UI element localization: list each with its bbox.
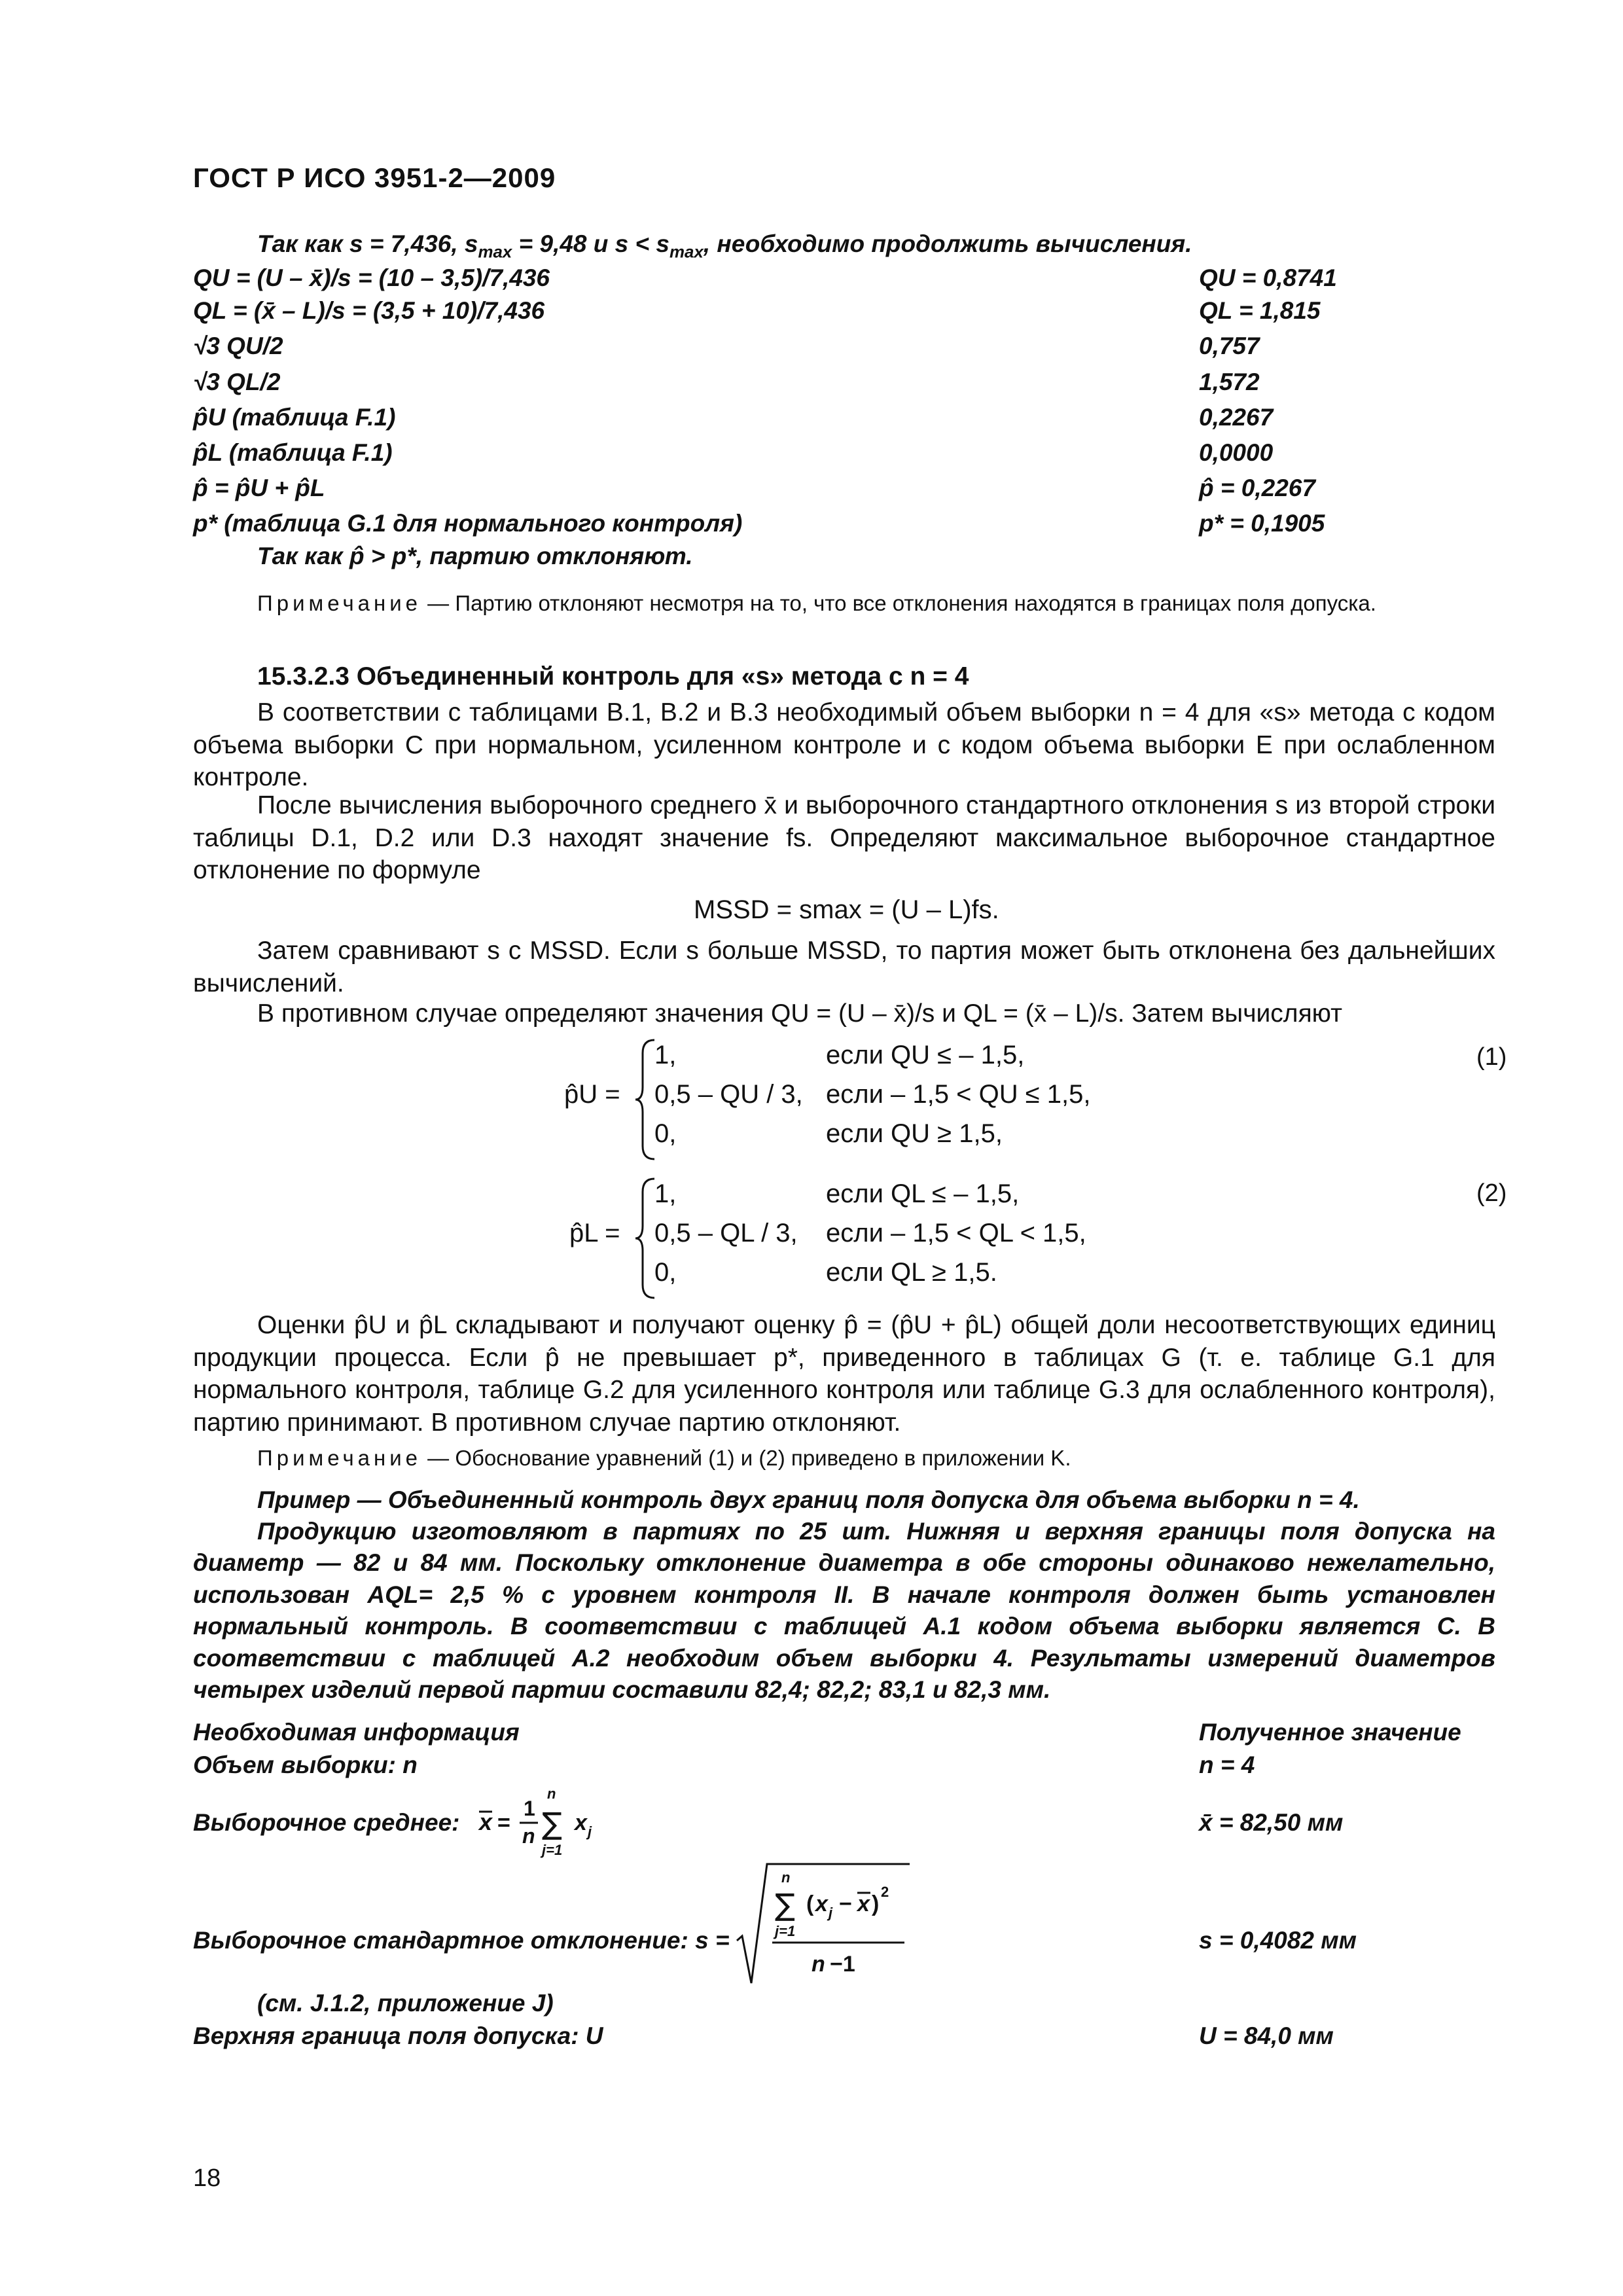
equation-1-condition: если QU ≤ – 1,5, xyxy=(826,1041,1025,1069)
svg-text:∑: ∑ xyxy=(775,1887,795,1922)
svg-text:): ) xyxy=(872,1892,880,1916)
table-header-info: Необходимая информация xyxy=(193,1719,520,1746)
calc-row-label: p̂U (таблица F.1) xyxy=(193,404,396,431)
svg-text:j: j xyxy=(829,1905,833,1921)
svg-text:n: n xyxy=(522,1824,535,1848)
svg-text:−: − xyxy=(839,1892,852,1916)
equation-1-value: 0,5 – QU / 3, xyxy=(654,1080,803,1109)
example-title: Пример — Объединенный контроль двух границ поля допуска для объема выборки n = 4. xyxy=(257,1486,1360,1513)
table-row-value: n = 4 xyxy=(1199,1751,1255,1778)
svg-text:1: 1 xyxy=(524,1797,535,1820)
calc-row-label: QU = (U – x̄)/s = (10 – 3,5)/7,436 xyxy=(193,264,550,291)
svg-text:n: n xyxy=(547,1787,556,1802)
equation-1-value: 0, xyxy=(654,1119,677,1148)
equation-2-number: (2) xyxy=(1476,1179,1507,1207)
equation-2-condition: если QL ≥ 1,5. xyxy=(826,1258,997,1287)
svg-text:n: n xyxy=(781,1869,791,1886)
calc-row-label: p̂ = p̂U + p̂L xyxy=(193,475,325,501)
mean-formula xyxy=(478,1787,635,1859)
equation-1-number: (1) xyxy=(1476,1043,1507,1071)
table-row-label: Объем выборки: n xyxy=(193,1751,418,1778)
section-paragraph-3: Затем сравнивают s с MSSD. Если s больше MSSD, то партия может быть отклонена без дальнейших вычислений. xyxy=(193,937,1495,997)
section-paragraph-2: После вычисления выборочного среднего x̄ и выборочного стандартного отклонения s из второй строки таблицы D.1, D.2 или D.3 находят значение fs. Определяют максимальное выборочное стандартное отклонение по формуле xyxy=(193,791,1495,885)
equation-1-value: 1, xyxy=(654,1041,677,1069)
svg-text:x: x xyxy=(857,1892,870,1916)
calc-row-value: QL = 1,815 xyxy=(1199,297,1321,324)
table-row-value: U = 84,0 мм xyxy=(1199,2022,1334,2049)
table-row-label: Выборочное среднее: xyxy=(193,1809,460,1836)
calc-row-value: 0,2267 xyxy=(1199,404,1274,431)
equation-2-value: 0, xyxy=(654,1258,677,1287)
calc-row-value: 0,757 xyxy=(1199,332,1260,359)
equation-1-lhs: p̂U = xyxy=(564,1080,620,1109)
svg-text:(: ( xyxy=(806,1892,814,1916)
equation-2-lhs: p̂L = xyxy=(569,1219,620,1247)
equation-1-condition: если QU ≥ 1,5, xyxy=(826,1119,1003,1148)
section-paragraph-5: Оценки p̂U и p̂L складывают и получают оценку p̂ = (p̂U + p̂L) общей доли несоответствующих единиц продукции процесса. Если p̂ не превышает p*, приведенного в таблицах G (т. е. таблице G.1 для нормального контроля, таблице G.2 для усиленного контроля или таблице G.3 для ослабленного контроля), партию принимают. В противном случае партию отклоняют. xyxy=(193,1311,1495,1437)
svg-text:−1: −1 xyxy=(830,1952,855,1977)
table-row-label: Выборочное стандартное отклонение: s = xyxy=(193,1927,730,1954)
equation-2-value: 0,5 – QL / 3, xyxy=(654,1219,798,1247)
note-2: Примечание — Обоснование уравнений (1) и (2) приведено в приложении K. xyxy=(257,1446,1071,1470)
calc-row-label: √3 QU/2 xyxy=(193,332,283,359)
example-text: Продукцию изготовляют в партиях по 25 шт. Нижняя и верхняя границы поля допуска на диаметр — 82 и 84 мм. Поскольку отклонение диаметра в обе стороны одинаково нежелательно, использован AQL= 2,5 % с уровнем контроля II. В начале контроля должен быть установлен нормальный контроль. В соответствии с таблицей А.1 кодом объема выборки является С. В соответствии с таблицей А.2 необходим объем выборки 4. Результаты измерений диаметров четырех изделий первой партии составили 82,4; 82,2; 83,1 и 82,3 мм. xyxy=(193,1518,1495,1704)
table-header-value: Полученное значение xyxy=(1199,1719,1461,1746)
calc-intro: Так как s = 7,436, $s_{max} = 9,48$ и $s < s_{max}$, необходимо продолжить вычисления. xyxy=(257,230,1192,262)
svg-text:j=1: j=1 xyxy=(775,1923,796,1939)
mssd-formula: MSSD = smax = (U – L)fs. xyxy=(694,895,999,924)
equation-2-condition: если QL ≤ – 1,5, xyxy=(826,1179,1020,1208)
calc-row-value: QU = 0,8741 xyxy=(1199,264,1337,291)
page-number: 18 xyxy=(193,2164,221,2192)
svg-text:x: x xyxy=(815,1892,828,1916)
calc-row-value: p* = 0,1905 xyxy=(1199,510,1325,537)
section-heading: 15.3.2.3 Объединенный контроль для «s» метода с n = 4 xyxy=(257,662,969,691)
section-paragraph-1: В соответствии с таблицами B.1, B.2 и B.3 необходимый объем выборки n = 4 для «s» метода с кодом объема выборки C при нормальном, усиленном контроле и с кодом объема выборки E при ослабленном контроле. xyxy=(193,698,1495,792)
equation-1-condition: если – 1,5 < QU ≤ 1,5, xyxy=(826,1080,1091,1109)
svg-text:n: n xyxy=(812,1952,825,1977)
table-row-label: Верхняя граница поля допуска: U xyxy=(193,2022,603,2049)
calc-row-label: p̂L (таблица F.1) xyxy=(193,439,393,466)
std-formula xyxy=(733,1859,916,1990)
svg-text:2: 2 xyxy=(881,1884,889,1900)
calc-row-value: 1,572 xyxy=(1199,368,1260,395)
section-paragraph-4: В противном случае определяют значения QU = (U – x̄)/s и QL = (x̄ – L)/s. Затем вычисляют xyxy=(257,999,1342,1028)
calc-row-label: √3 QL/2 xyxy=(193,368,281,395)
calc-conclusion: Так как p̂ > p*, партию отклоняют. xyxy=(257,543,693,569)
table-row-label: (см. J.1.2, приложение J) xyxy=(257,1990,554,2017)
equation-2-value: 1, xyxy=(654,1179,677,1208)
document-header: ГОСТ Р ИСО 3951-2—2009 xyxy=(193,162,556,193)
svg-text:∑: ∑ xyxy=(542,1806,562,1841)
svg-text:j: j xyxy=(588,1823,592,1840)
svg-text:x: x xyxy=(575,1810,587,1835)
calc-row-value: 0,0000 xyxy=(1199,439,1274,466)
table-row-value: x̄ = 82,50 мм xyxy=(1199,1809,1344,1836)
svg-text:j=1: j=1 xyxy=(542,1842,563,1858)
calc-row-label: QL = (x̄ – L)/s = (3,5 + 10)/7,436 xyxy=(193,297,545,324)
note-1: Примечание — Партию отклоняют несмотря на то, что все отклонения находятся в границах поля допуска. xyxy=(257,591,1376,615)
table-row-value: s = 0,4082 мм xyxy=(1199,1927,1357,1954)
equation-2-condition: если – 1,5 < QL < 1,5, xyxy=(826,1219,1086,1247)
svg-text:=: = xyxy=(497,1810,510,1835)
calc-row-value: p̂ = 0,2267 xyxy=(1199,475,1315,501)
calc-row-label: p* (таблица G.1 для нормального контроля) xyxy=(193,510,743,537)
svg-text:x: x xyxy=(479,1808,493,1835)
